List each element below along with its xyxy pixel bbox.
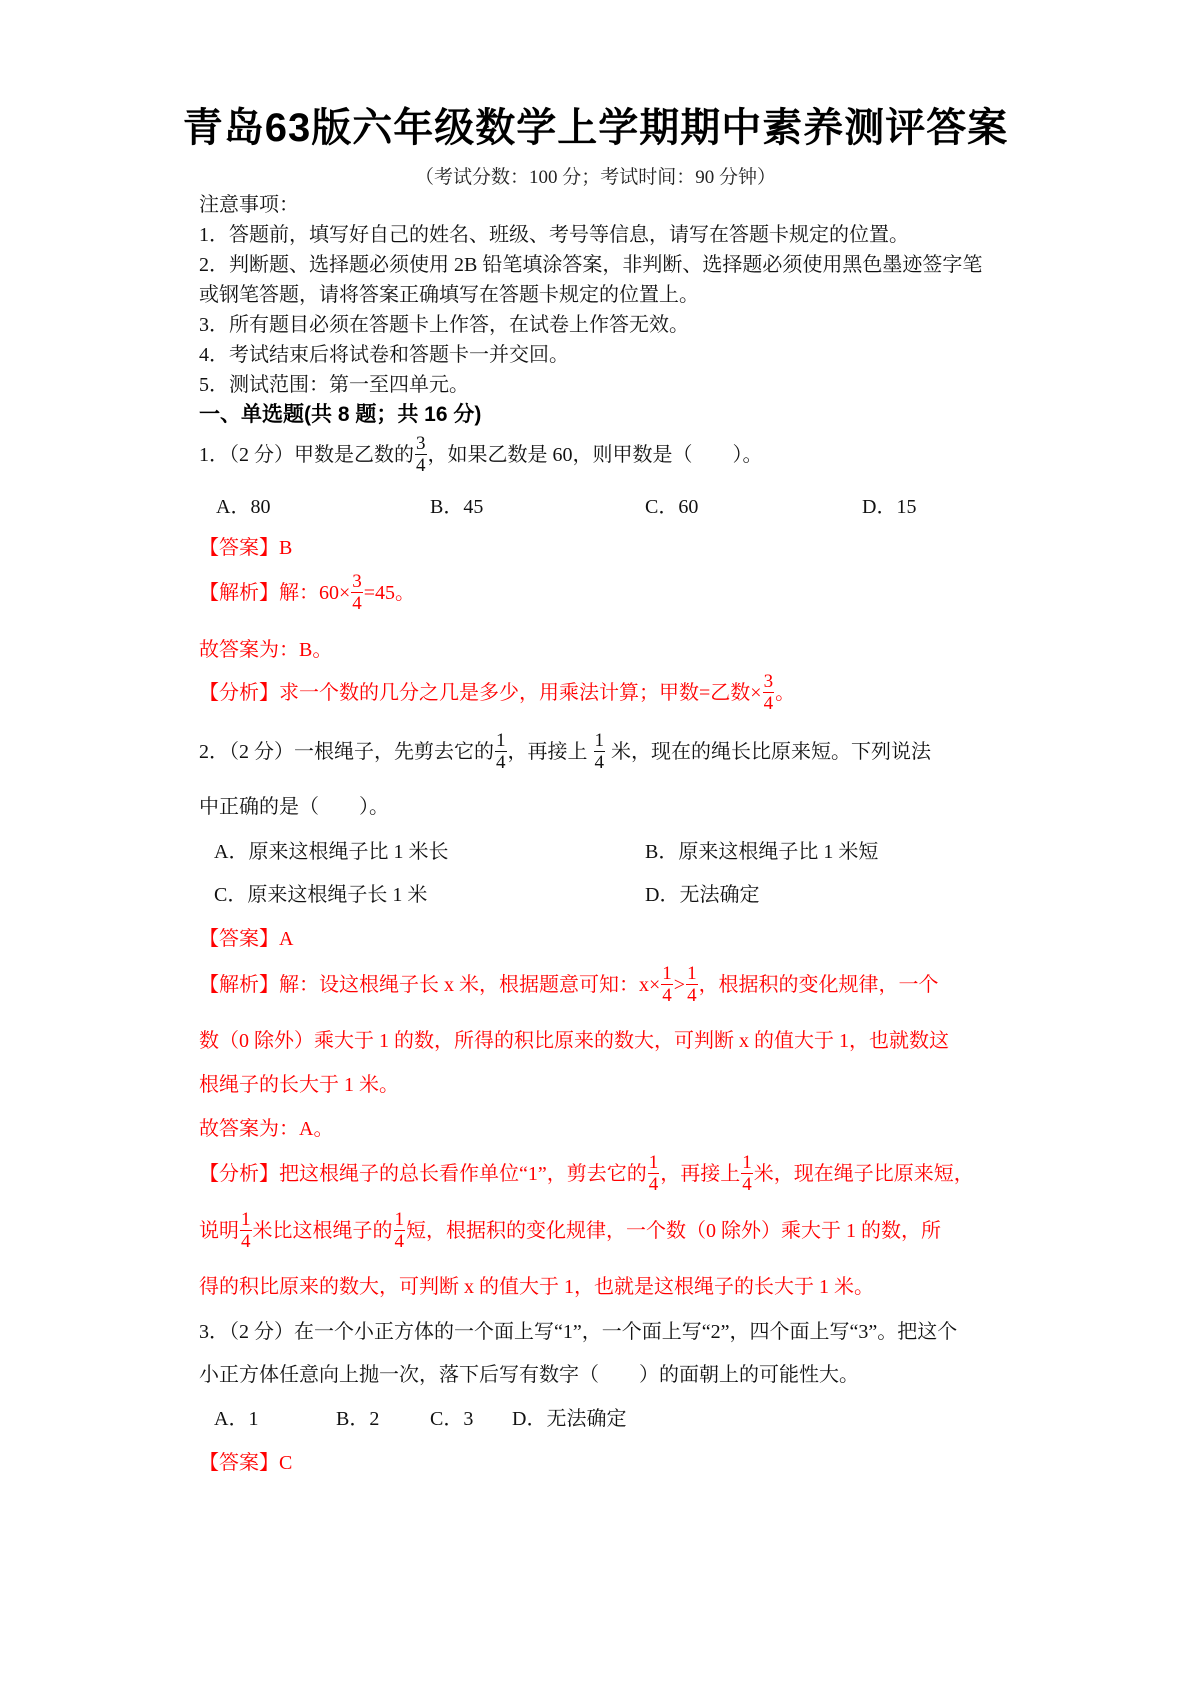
fraction: $\frac{1}{4}$: [394, 1209, 404, 1252]
q1-option-a: A．80: [216, 496, 271, 518]
question-2-stem-line2: 中正确的是（ ）。: [199, 796, 389, 818]
notice-item: 5．测试范围：第一至四单元。: [199, 374, 469, 396]
notice-item: 或钢笔答题，请将答案正确填写在答题卡规定的位置上。: [199, 284, 699, 306]
q2-conclusion: 故答案为：A。: [199, 1118, 334, 1140]
fraction: $\frac{3}{4}$: [416, 433, 426, 476]
fraction: $\frac{1}{4}$: [742, 1152, 752, 1195]
q1-option-b: B．45: [430, 496, 484, 518]
q3-option-d: D．无法确定: [512, 1408, 627, 1430]
notice-item: 4．考试结束后将试卷和答题卡一并交回。: [199, 344, 569, 366]
fraction: $\frac{1}{4}$: [662, 963, 672, 1006]
q2-note: 【分析】把这根绳子的总长看作单位“1”，剪去它的 $\frac{1}{4}$ ，再接上 $\frac{1}{4}$ 米，现在绳子比原来短，: [199, 1152, 974, 1195]
q2-option-d: D．无法确定: [645, 884, 760, 906]
document-title: 青岛63版六年级数学上学期期中素养测评答案: [182, 106, 1009, 150]
q2-option-a: A．原来这根绳子比 1 米长: [214, 841, 449, 863]
q1-option-c: C．60: [645, 496, 699, 518]
q3-option-c: C．3: [430, 1408, 474, 1430]
section-heading: 一、单选题(共 8 题；共 16 分): [199, 403, 482, 426]
q2-analysis: 【解析】解：设这根绳子长 x 米，根据题意可知：x× $\frac{1}{4}$ > $\frac{1}{4}$ ，根据积的变化规律，一个: [199, 963, 939, 1006]
q2-analysis-line3: 根绳子的长大于 1 米。: [199, 1074, 399, 1096]
notice-heading: 注意事项：: [199, 194, 299, 216]
q2-analysis-line2: 数（0 除外）乘大于 1 的数，所得的积比原来的数大，可判断 x 的值大于 1，也就数这: [199, 1030, 949, 1052]
q1-option-d: D．15: [862, 496, 917, 518]
notice-item: 2．判断题、选择题必须使用 2B 铅笔填涂答案，非判断、选择题必须使用黑色墨迹签字笔: [199, 254, 983, 276]
fraction: $\frac{3}{4}$: [352, 571, 362, 614]
q1-answer: 【答案】B: [199, 537, 293, 559]
q2-option-b: B．原来这根绳子比 1 米短: [645, 841, 879, 863]
question-1-stem: [199, 433, 763, 477]
q2-note-line2: 说明 $\frac{1}{4}$ 米比这根绳子的 $\frac{1}{4}$ 短，根据积的变化规律，一个数（0 除外）乘大于 1 的数，所: [199, 1209, 941, 1252]
fraction: $\frac{1}{4}$: [241, 1209, 251, 1252]
notice-item: 1．答题前，填写好自己的姓名、班级、考号等信息，请写在答题卡规定的位置。: [199, 224, 909, 246]
q1-conclusion: 故答案为：B。: [199, 639, 333, 661]
fraction: $\frac{1}{4}$: [594, 730, 604, 773]
q1-note: 【分析】求一个数的几分之几是多少，用乘法计算；甲数=乙数× $\frac{3}{4}$ 。: [199, 671, 796, 714]
q2-note-line3: 得的积比原来的数大，可判断 x 的值大于 1，也就是这根绳子的长大于 1 米。: [199, 1276, 874, 1298]
fraction: $\frac{1}{4}$: [496, 730, 506, 773]
fraction: $\frac{3}{4}$: [763, 671, 774, 714]
question-3-stem-line2: 小正方体任意向上抛一次，落下后写有数字（ ）的面朝上的可能性大。: [199, 1364, 859, 1386]
notice-item: 3．所有题目必须在答题卡上作答，在试卷上作答无效。: [199, 314, 689, 336]
q3-answer: 【答案】C: [199, 1452, 293, 1474]
question-2-stem: 2．（2 分）一根绳子，先剪去它的 $\frac{1}{4}$ ，再接上 $\frac{1}{4}$ 米，现在的绳长比原来短。下列说法: [199, 730, 931, 773]
question-3-stem: 3．（2 分）在一个小正方体的一个面上写“1”，一个面上写“2”，四个面上写“3”。把这个: [199, 1321, 958, 1343]
q2-option-c: C．原来这根绳子长 1 米: [214, 884, 428, 906]
q2-answer: 【答案】A: [199, 928, 294, 950]
q3-option-a: A．1: [214, 1408, 259, 1430]
stem-text: ，如果乙数是 60，则甲数是（ ）。: [427, 444, 763, 467]
q3-option-b: B．2: [336, 1408, 380, 1430]
fraction: $\frac{1}{4}$: [687, 963, 697, 1006]
stem-text: 1．（2 分）甲数是乙数的: [199, 444, 414, 467]
q1-analysis: 【解析】解：60× $\frac{3}{4}$ =45。: [199, 571, 416, 614]
fraction: $\frac{1}{4}$: [648, 1152, 659, 1195]
exam-info: （考试分数：100 分；考试时间：90 分钟）: [414, 167, 776, 188]
